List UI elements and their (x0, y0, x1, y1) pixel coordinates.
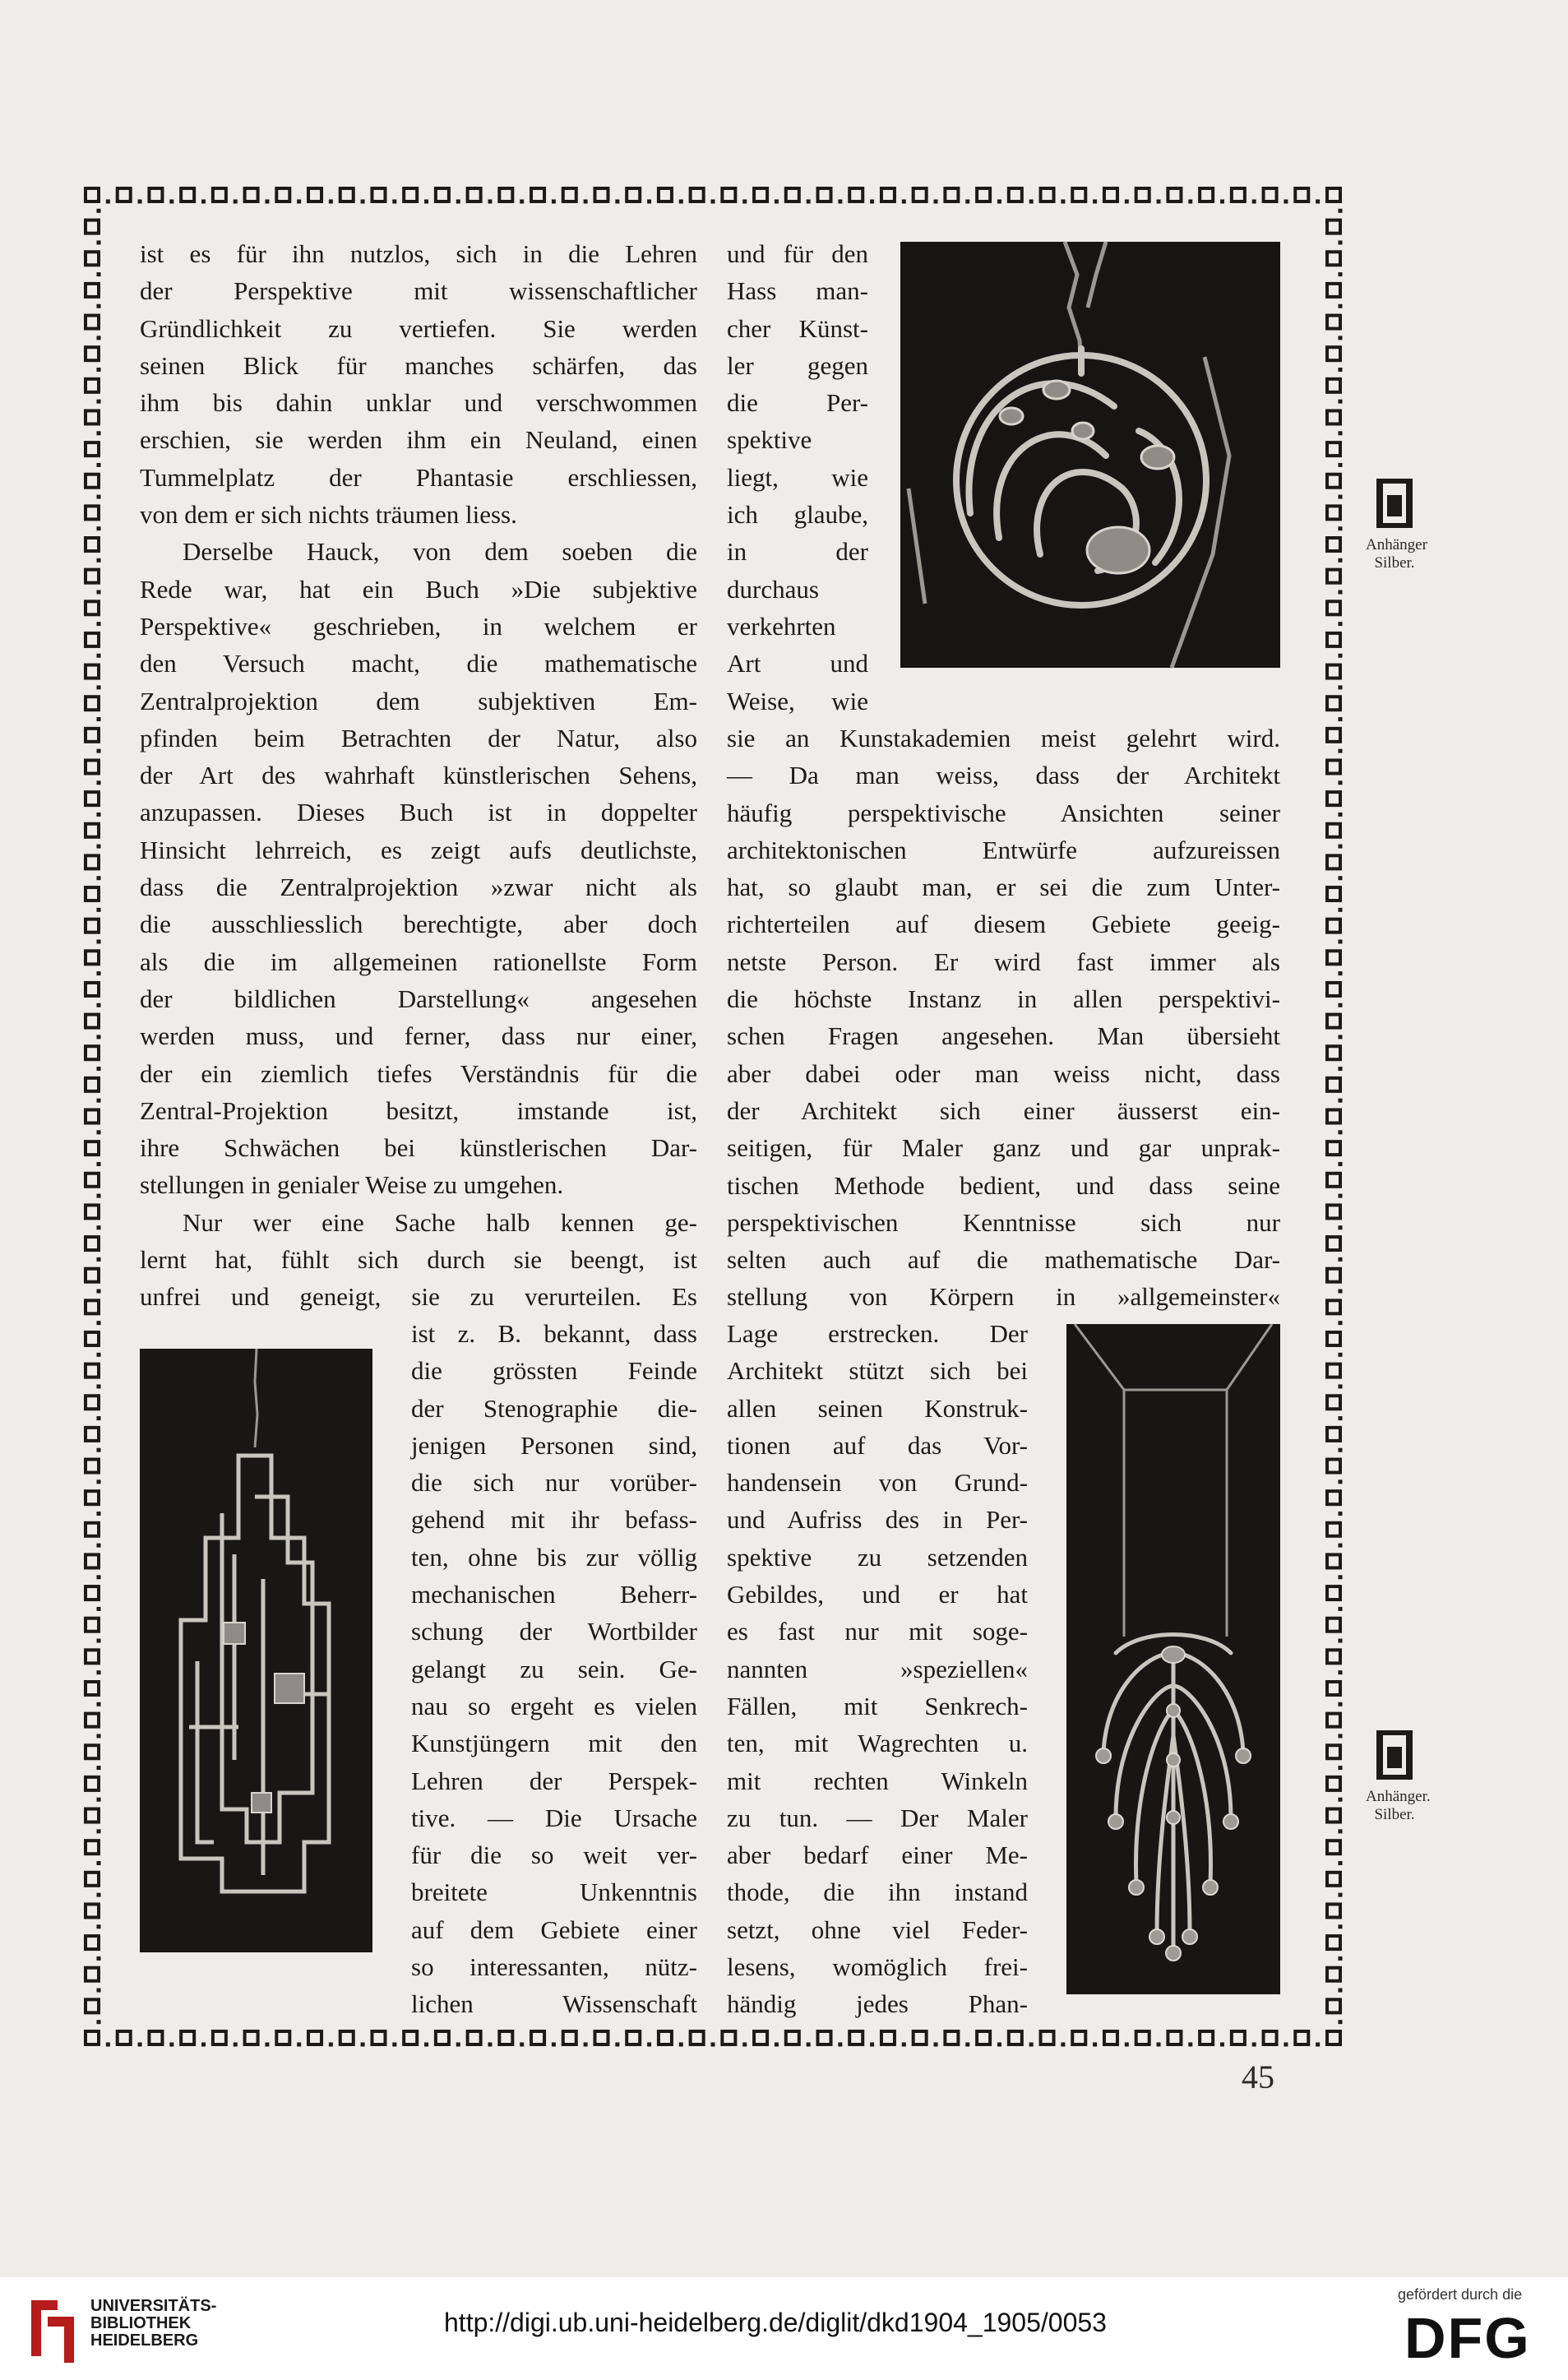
text-line: schen Fragen angesehen. Man übersieht (727, 1021, 1280, 1051)
text-line: Nur wer eine Sache halb kennen ge- (183, 1207, 697, 1237)
text-line: Kunstjüngern mit den (411, 1729, 697, 1758)
text-line: und Aufriss des in Per- (727, 1505, 1028, 1535)
text-line: ten, ohne bis zur völlig (411, 1542, 697, 1572)
left-narrow-column-text (411, 1315, 697, 2023)
text-line: erschien, sie werden ihm ein Neuland, einen (140, 425, 697, 455)
text-line: für die so weit ver- (411, 1841, 697, 1870)
text-line: Zentralprojektion dem subjektiven Em- (140, 686, 697, 715)
pendant-photo-round (900, 242, 1280, 668)
text-line: perspektivischen Kenntnisse sich nur (727, 1207, 1280, 1237)
text-line: anzupassen. Dieses Buch ist in doppelter (140, 798, 697, 827)
text-line: es fast nur mit soge- (727, 1617, 1028, 1646)
text-line: Perspektive« geschrieben, in welchem er (140, 611, 697, 641)
text-line: spektive zu setzenden (727, 1542, 1028, 1572)
text-line: sie an Kunstakademien meist gelehrt wird. (727, 724, 1280, 752)
text-line: der Art des wahrhaft künstlerischen Sehens, (140, 761, 697, 790)
text-line: Weise, wie (727, 686, 868, 715)
text-line: breitete Unkenntnis (411, 1878, 697, 1907)
text-line: von dem er sich nichts träumen liess. (140, 500, 517, 530)
text-line: der Architekt sich einer äusserst ein- (727, 1095, 1280, 1125)
text-line: händig jedes Phan- (727, 1989, 1028, 2019)
text-line: die ausschliesslich berechtigte, aber doch (140, 910, 697, 939)
text-line: ler gegen (727, 350, 868, 380)
text-line: unfrei und geneigt, sie zu verurteilen. Es (140, 1282, 697, 1312)
text-line: ihre Schwächen bei künstlerischen Dar- (140, 1133, 697, 1163)
text-line: Gebildes, und er hat (727, 1580, 1028, 1609)
text-line: werden muss, und ferner, dass nur einer, (140, 1021, 697, 1051)
text-line: mit rechten Winkeln (727, 1766, 1028, 1795)
text-line: den Versuch macht, die mathematische (140, 649, 697, 678)
text-line: verkehrten (727, 611, 836, 641)
text-line: als die im allgemeinen rationellste Form (140, 947, 697, 976)
text-line: thode, die ihn instand (727, 1878, 1028, 1907)
text-line: Architekt stützt sich bei (727, 1356, 1028, 1386)
text-line: die grössten Feinde (411, 1356, 697, 1386)
text-line: seinen Blick für manches schärfen, das (140, 350, 697, 380)
text-line: allen seinen Konstruk- (727, 1393, 1028, 1423)
text-line: Lage erstrecken. Der (727, 1319, 1028, 1348)
text-line: ten, mit Wagrechten u. (727, 1729, 1028, 1758)
text-line: die höchste Instanz in allen perspektivi- (727, 984, 1280, 1014)
pendant-photo-chain (1066, 1324, 1280, 1994)
text-line: Hinsicht lehrreich, es zeigt aufs deutlichste, (140, 835, 697, 864)
text-line: in der (727, 537, 868, 567)
caption-line: Silber. (1374, 554, 1415, 572)
left-column-text (140, 235, 697, 1316)
text-line: der ein ziemlich tiefes Verständnis für die (140, 1058, 697, 1088)
text-line: tischen Methode bedient, und dass seine (727, 1170, 1280, 1200)
text-line: tionen auf das Vor- (727, 1430, 1028, 1460)
text-line: Art und (727, 649, 868, 678)
caption-line: Silber. (1374, 1806, 1415, 1823)
text-line: architektonischen Entwürfe aufzureissen (727, 835, 1280, 864)
maker-mark-bottom (1366, 1727, 1431, 1824)
text-line: Hass man- (727, 276, 868, 306)
text-line: handensein von Grund- (727, 1468, 1028, 1498)
text-line: nannten »speziellen« (727, 1654, 1028, 1683)
text-line: mechanischen Beherr- (411, 1580, 697, 1609)
text-line: der Perspektive mit wissenschaftlicher (140, 276, 697, 306)
text-line: jenigen Personen sind, (411, 1430, 697, 1460)
text-line: Zentral-Projektion besitzt, imstande ist, (140, 1095, 697, 1125)
maker-mark-top (1366, 475, 1427, 572)
text-line: lesens, womöglich frei- (727, 1952, 1028, 1982)
text-line: stellungen in genialer Weise zu umgehen. (140, 1170, 564, 1200)
monogram-icon (1374, 1727, 1415, 1785)
monogram-icon (1374, 475, 1415, 533)
university-library-logo-icon (25, 2292, 82, 2366)
text-line: aber dabei oder man weiss nicht, dass (727, 1058, 1280, 1088)
right-column-text (727, 720, 1280, 1316)
text-line: cher Künst- (727, 313, 868, 343)
text-line: Tummelplatz der Phantasie erschliessen, (140, 462, 697, 492)
text-line: auf dem Gebiete einer (411, 1915, 697, 1944)
text-line: schung der Wortbilder (411, 1617, 697, 1646)
right-narrow-bottom-text (727, 1315, 1028, 2023)
text-line: ich glaube, (727, 500, 868, 530)
text-line: richterteilen auf diesem Gebiete geeig- (727, 910, 1280, 939)
university-library-name: UNIVERSITÄTS- BIBLIOTHEK HEIDELBERG (90, 2297, 217, 2350)
text-line: die sich nur vorüber- (411, 1468, 697, 1498)
text-line: Rede war, hat ein Buch »Die subjektive (140, 574, 697, 604)
text-line: Lehren der Perspek- (411, 1766, 697, 1795)
text-line: so interessanten, nütz- (411, 1952, 697, 1982)
text-line: hat, so glaubt man, er sei die zum Unter- (727, 873, 1280, 902)
text-line: stellung von Körpern in »allgemeinster« (727, 1282, 1280, 1312)
text-line: dass die Zentralprojektion »zwar nicht als (140, 873, 697, 902)
text-line: durchaus (727, 574, 819, 604)
text-line: der bildlichen Darstellung« angesehen (140, 984, 697, 1013)
text-line: tive. — Die Ursache (411, 1803, 697, 1832)
page-number: 45 (1242, 2058, 1274, 2095)
text-line: häufig perspektivische Ansichten seiner (727, 798, 1280, 827)
text-line: aber bedarf einer Me- (727, 1841, 1028, 1870)
text-line: ist z. B. bekannt, dass (411, 1319, 697, 1348)
text-line: Derselbe Hauck, von dem soeben die (183, 537, 697, 567)
text-line: und für den (727, 239, 868, 268)
text-line: lernt hat, fühlt sich durch sie beengt, ist (140, 1245, 697, 1275)
funder-logo: DFG (1404, 2306, 1531, 2370)
text-line: ist es für ihn nutzlos, sich in die Lehren (140, 239, 697, 268)
text-line: — Da man weiss, dass der Architekt (727, 761, 1280, 790)
text-line: selten auch auf die mathematische Dar- (727, 1245, 1280, 1275)
text-line: Fällen, mit Senkrech- (727, 1691, 1028, 1720)
right-narrow-top-text (727, 235, 868, 720)
text-line: der Stenographie die- (411, 1393, 697, 1423)
caption-line: Anhänger (1366, 536, 1427, 553)
funded-by-label: gefördert durch die (1398, 2286, 1523, 2303)
text-line: spektive (727, 425, 812, 455)
text-line: nau so ergeht es vielen (411, 1691, 697, 1720)
text-line: zu tun. — Der Maler (727, 1803, 1028, 1832)
text-line: die Per- (727, 388, 868, 418)
text-line: liegt, wie (727, 462, 868, 492)
caption-line: Anhänger. (1366, 1788, 1431, 1805)
text-line: setzt, ohne viel Feder- (727, 1915, 1028, 1944)
text-line: netste Person. Er wird fast immer als (727, 947, 1280, 976)
source-url-link[interactable]: http://digi.ub.uni-heidelberg.de/diglit/dkd1904_1905/0053 (444, 2308, 1107, 2337)
text-line: gehend mit ihr befass- (411, 1505, 697, 1535)
text-line: gelangt zu sein. Ge- (411, 1654, 697, 1683)
text-line: lichen Wissenschaft (411, 1989, 697, 2019)
text-line: ihm bis dahin unklar und verschwommen (140, 388, 697, 418)
pendant-photo-geometric (140, 1349, 372, 1952)
text-line: seitigen, für Maler ganz und gar unprak- (727, 1133, 1280, 1163)
text-line: pfinden beim Betrachten der Natur, also (140, 723, 697, 752)
text-line: Gründlichkeit zu vertiefen. Sie werden (140, 313, 697, 343)
